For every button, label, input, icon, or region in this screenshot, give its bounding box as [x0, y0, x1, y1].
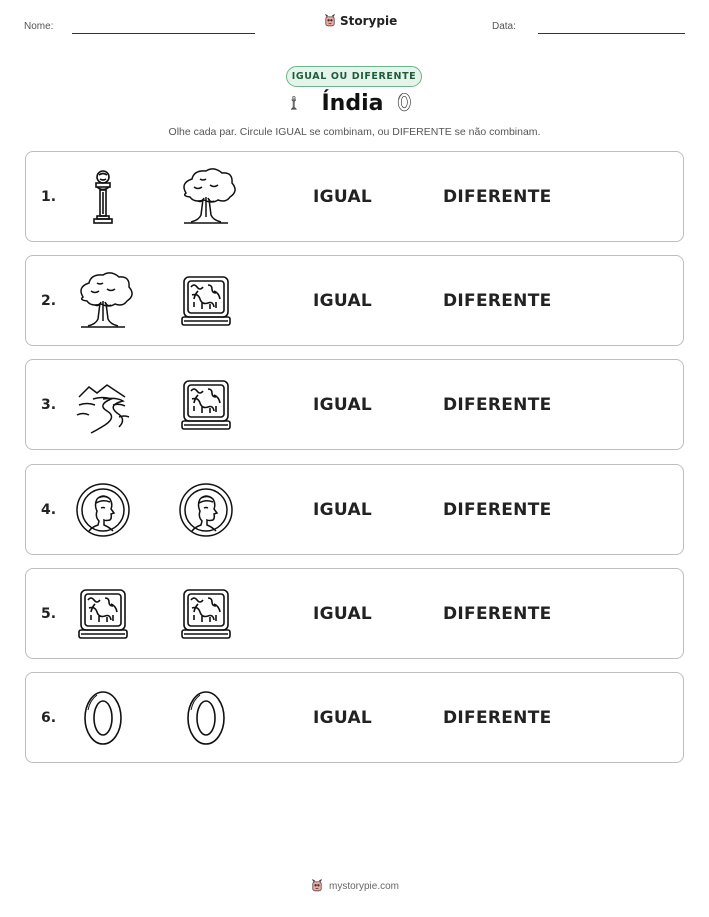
option-same[interactable]: IGUAL [313, 499, 373, 520]
pillar-icon [290, 90, 308, 116]
option-different[interactable]: DIFERENTE [443, 290, 552, 311]
banyan-tree-icon [73, 271, 133, 331]
brand-logo [323, 14, 397, 28]
question-row [25, 359, 684, 450]
zero-icon [397, 90, 419, 116]
zero-icon [73, 688, 133, 748]
option-same[interactable]: IGUAL [313, 394, 373, 415]
option-different[interactable]: DIFERENTE [443, 707, 552, 728]
ancient-coin-icon [176, 480, 236, 540]
option-different[interactable]: DIFERENTE [443, 499, 552, 520]
question-number: 5. [41, 605, 57, 622]
indus-seal-icon [176, 375, 236, 435]
question-row [25, 568, 684, 659]
zero-icon [176, 688, 236, 748]
indus-seal-icon [73, 584, 133, 644]
indus-seal-icon [176, 584, 236, 644]
banyan-tree-icon [176, 167, 236, 227]
question-row [25, 151, 684, 242]
storypie-mascot-icon [323, 14, 337, 28]
option-different[interactable]: DIFERENTE [443, 394, 552, 415]
option-same[interactable]: IGUAL [313, 290, 373, 311]
brand-name: Storypie [340, 14, 398, 28]
date-line[interactable] [538, 33, 685, 34]
title-row [0, 90, 709, 116]
activity-badge: IGUAL OU DIFERENTE [286, 66, 422, 87]
indus-seal-icon [176, 271, 236, 331]
ashoka-pillar-icon [73, 167, 133, 227]
question-row [25, 464, 684, 555]
option-same[interactable]: IGUAL [313, 603, 373, 624]
option-different[interactable]: DIFERENTE [443, 186, 552, 207]
question-number: 1. [41, 188, 57, 205]
page-title: Índia [321, 90, 384, 116]
option-different[interactable]: DIFERENTE [443, 603, 552, 624]
instructions: Olhe cada par. Circule IGUAL se combinam, ou DIFERENTE se não combinam. [168, 126, 541, 138]
question-number: 2. [41, 292, 57, 309]
name-line[interactable] [72, 33, 255, 34]
question-number: 3. [41, 396, 57, 413]
footer-url: mystorypie.com [328, 880, 399, 892]
name-label: Nome: [24, 21, 54, 32]
river-icon [73, 375, 133, 435]
date-label: Data: [492, 21, 516, 32]
question-row [25, 672, 684, 763]
question-number: 6. [41, 709, 57, 726]
ancient-coin-icon [73, 480, 133, 540]
question-row [25, 255, 684, 346]
option-same[interactable]: IGUAL [313, 186, 373, 207]
option-same[interactable]: IGUAL [313, 707, 373, 728]
storypie-mascot-icon [310, 879, 324, 893]
footer [0, 879, 709, 893]
question-number: 4. [41, 501, 57, 518]
